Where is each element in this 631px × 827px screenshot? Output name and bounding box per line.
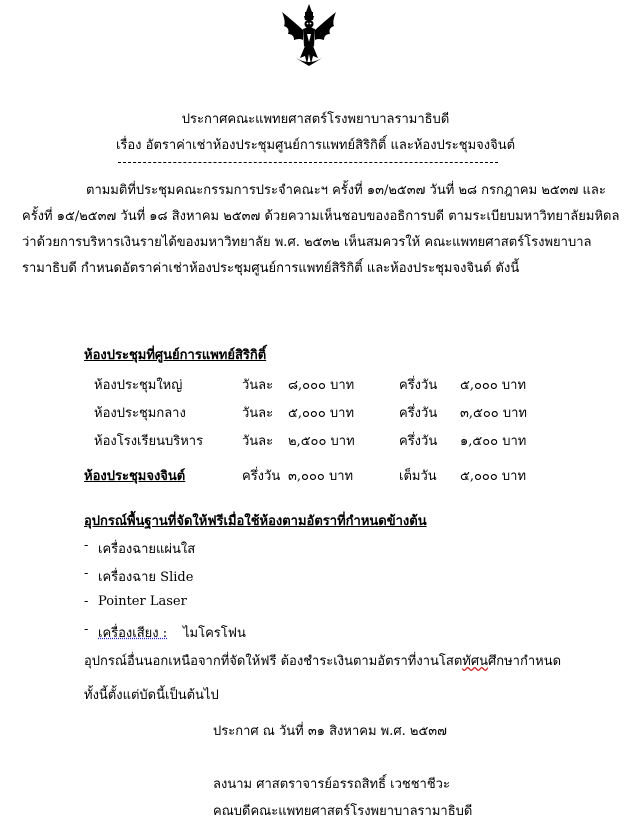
half-day-rate: ๑,๕๐๐ บาท [460, 434, 527, 449]
note-text: อุปกรณ์อื่นนอกเหนือจากที่จัดให้ฟรี ต้องชำระเงินตามอัตราที่งานโสต [84, 654, 463, 669]
note-text-flagged: ทัศน [462, 654, 488, 669]
per-day-label: วันละ [242, 378, 274, 393]
sound-system-label: เครื่องเสียง : [98, 626, 168, 641]
equipment-item: เครื่องฉายแผ่นใส [98, 542, 196, 557]
signatory: ลงนาม ศาสตราจารย์อรรถสิทธิ์ เวชชาชีวะ [213, 777, 450, 792]
announcement-title: ประกาศคณะแพทยศาสตร์โรงพยาบาลรามาธิบดี [181, 112, 450, 127]
per-half-day-label: ครึ่งวัน [399, 378, 438, 393]
half-day-rate: ๓,๕๐๐ บาท [460, 406, 527, 421]
extra-equipment-note [84, 650, 561, 671]
announcement-subject: เรื่อง อัตราค่าเช่าห้องประชุมศูนย์การแพทย์สิริกิติ์ และห้องประชุมจงจินต์ [115, 138, 516, 153]
day-rate: ๒,๕๐๐ บาท [288, 434, 355, 449]
list-dash: - [84, 566, 89, 581]
list-dash: - [84, 538, 89, 553]
per-day-label: วันละ [242, 434, 274, 449]
room-name: ห้องประชุมใหญ่ [94, 378, 183, 393]
effective-statement: ทั้งนี้ตั้งแต่บัดนี้เป็นต้นไป [84, 688, 219, 703]
list-dash: - [84, 594, 89, 609]
half-day-rate: ๓,๐๐๐ บาท [288, 469, 354, 484]
equipment-heading: อุปกรณ์พื้นฐานที่จัดให้ฟรีเมื่อใช้ห้องตามอัตราที่กำหนดข้างต้น [84, 514, 427, 529]
per-full-day-label: เต็มวัน [399, 469, 437, 484]
separator-line [118, 162, 498, 163]
resolution-paragraph [22, 178, 626, 282]
per-half-day-label: ครึ่งวัน [242, 469, 281, 484]
equipment-item: ไมโครโฟน [183, 626, 246, 641]
day-rate: ๘,๐๐๐ บาท [288, 378, 355, 393]
list-dash: - [84, 622, 89, 637]
per-day-label: วันละ [242, 406, 274, 421]
garuda-emblem-icon [278, 2, 340, 68]
day-rate: ๕,๐๐๐ บาท [288, 406, 355, 421]
room-name: ห้องประชุมกลาง [94, 406, 186, 421]
half-day-rate: ๕,๐๐๐ บาท [460, 378, 527, 393]
signatory-position: คณบดีคณะแพทยศาสตร์โรงพยาบาลรามาธิบดี [213, 804, 473, 819]
per-half-day-label: ครึ่งวัน [399, 406, 438, 421]
jongjin-heading: ห้องประชุมจงจินต์ [84, 469, 186, 484]
room-name: ห้องโรงเรียนบริหาร [94, 434, 204, 449]
announcement-date: ประกาศ ณ วันที่ ๓๑ สิงหาคม พ.ศ. ๒๕๓๗ [213, 724, 447, 739]
equipment-item: Pointer Laser [98, 594, 187, 609]
resolution-text: ตามมติที่ประชุมคณะกรรมการประจำคณะฯ ครั้งที่ ๑๓/๒๕๓๗ วันที่ ๒๘ กรกฎาคม ๒๕๓๗ และ ครั้งที่ ๑๕/๒๕๓๗ วันที่ ๑๘ สิงหาคม ๒๕๓๗ ด้วยความเห็นชอบของอธิการบดี ตามระเบียบมหาวิทยาลัยมหิดล ว่าด้วยการบริหารเงินรายได้ของมหาวิทยาลัย พ.ศ. ๒๕๓๒ เห็นสมควรให้ คณะแพทยศาสตร์โรงพยาบาลรามาธิบดี กำหนดอัตราค่าเช่าห้องประชุมศูนย์การแพทย์สิริกิติ์ และห้องประชุมจงจินต์ ดังนี้ [22, 183, 620, 276]
equipment-item: เครื่องฉาย Slide [98, 570, 194, 585]
note-text-end: ศึกษากำหนด [487, 654, 562, 669]
per-half-day-label: ครึ่งวัน [399, 434, 438, 449]
full-day-rate: ๕,๐๐๐ บาท [460, 469, 527, 484]
sirikit-heading: ห้องประชุมที่ศูนย์การแพทย์สิริกิติ์ [84, 348, 267, 363]
